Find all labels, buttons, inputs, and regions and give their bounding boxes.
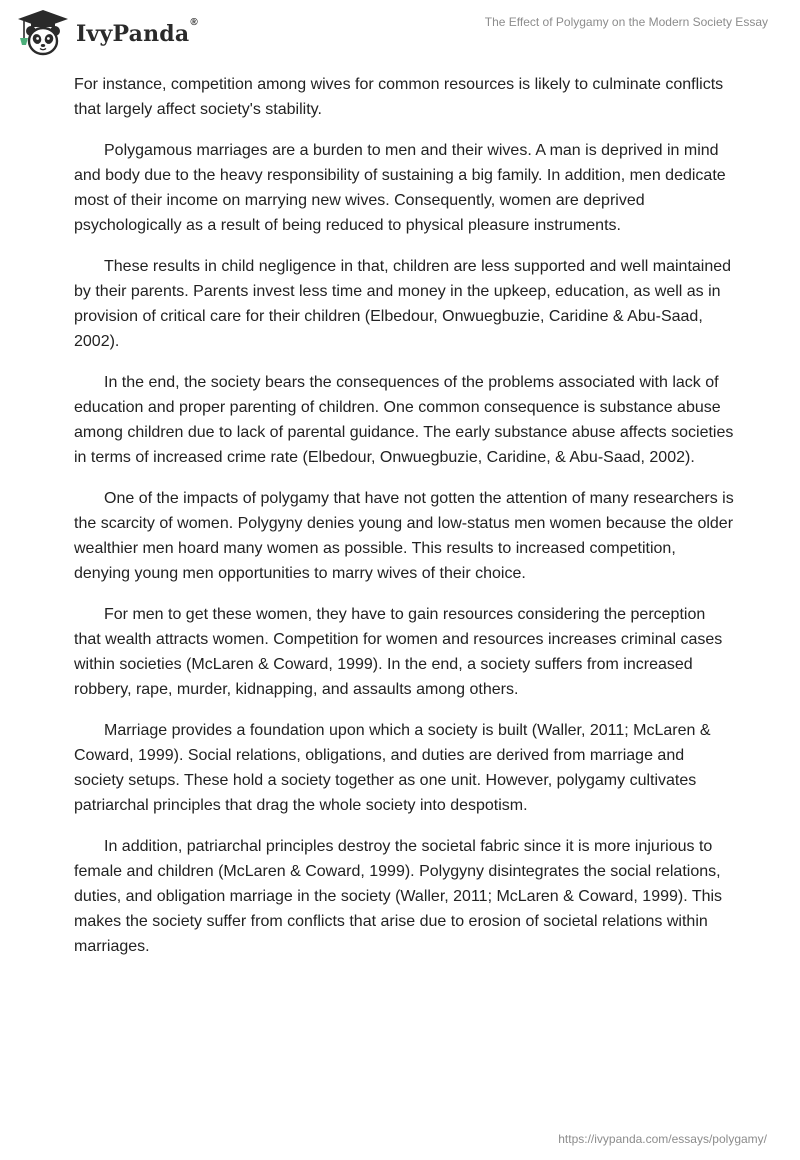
paragraph: For instance, competition among wives for common resources is likely to culminate conflicts that largely affect society's stability. — [74, 76, 724, 118]
paragraph: Polygamous marriages are a burden to men and their wives. A man is deprived in mind and body due to the heavy responsibility of sustaining a big family. In addition, men dedicate most of their income on marrying new wives. Consequently, women are deprived psychologically as a result of being reduced to physical pleasure instruments. — [74, 142, 726, 234]
page-header — [0, 0, 800, 70]
graduation-panda-icon — [14, 8, 72, 58]
brand-name — [76, 17, 198, 47]
brand-name-text: IvyPanda — [76, 21, 190, 47]
paragraph: For men to get these women, they have to gain resources considering the perception that wealth attracts women. Competition for women and resources increases criminal cases within societies (McLaren & Coward, 1999). In the end, a society suffers from increased robbery, rape, murder, kidnapping, and assaults among others. — [74, 606, 723, 698]
source-url[interactable]: https://ivypanda.com/essays/polygamy/ — [558, 1132, 767, 1146]
essay-body — [74, 72, 734, 975]
paragraph: In addition, patriarchal principles destroy the societal fabric since it is more injurious to female and children (McLaren & Coward, 1999). Polygyny disintegrates the social relations, duties, and obligation marriage in the society (Waller, 2011; McLaren & Coward, 1999). This makes the society suffer from conflicts that arise due to erosion of societal relations within marriages. — [74, 838, 723, 955]
paragraph: In the end, the society bears the consequences of the problems associated with lack of education and proper parenting of children. One common consequence is substance abuse among children due to lack of parental guidance. The early substance abuse affects societies in terms of increased crime rate (Elbedour, Onwuegbuzie, Caridine, & Abu-Saad, 2002). — [74, 374, 734, 466]
registered-mark: ® — [190, 17, 198, 28]
paragraph: These results in child negligence in that, children are less supported and well maintained by their parents. Parents invest less time and money in the upkeep, education, as well as in provision of critical care for their children (Elbedour, Onwuegbuzie, Caridine & Abu-Saad, 2002). — [74, 258, 732, 350]
paragraph: One of the impacts of polygamy that have not gotten the attention of many researchers is the scarcity of women. Polygyny denies young and low-status men women because the older wealthier men hoard many women as possible. This results to increased competition, denying young men opportunities to marry wives of their choice. — [74, 490, 734, 582]
paragraph: Marriage provides a foundation upon which a society is built (Waller, 2011; McLaren & Coward, 1999). Social relations, obligations, and duties are derived from marriage and society setups. These hold a society together as one unit. However, polygamy cultivates patriarchal principles that drag the whole society into despotism. — [74, 722, 711, 814]
document-title: The Effect of Polygamy on the Modern Society Essay — [484, 15, 768, 29]
brand-logo[interactable] — [14, 8, 198, 58]
